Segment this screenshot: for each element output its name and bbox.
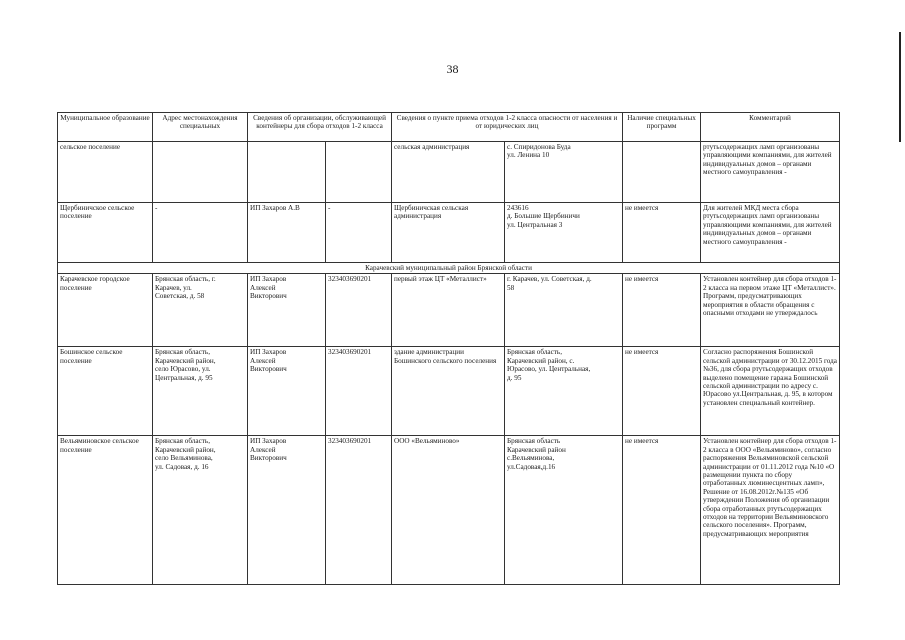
header-municipality: Муниципальное образование — [58, 113, 153, 142]
programs-cell: не имеется — [623, 347, 701, 436]
point-name-cell: здание администрации Бошинского сельского поселения — [392, 347, 505, 436]
address-cell — [153, 142, 248, 203]
address-line: Карачевский район, — [155, 356, 216, 365]
programs-cell — [623, 142, 701, 203]
address-line: Карачев, ул. — [155, 283, 192, 292]
point-address-cell — [505, 203, 623, 263]
point-name-cell: первый этаж ЦТ «Металлист» — [392, 274, 505, 347]
programs-cell: не имеется — [623, 436, 701, 585]
point-address-line: 58 — [507, 283, 515, 292]
org-code-cell: - — [326, 203, 392, 263]
point-address-line: с. Спиридонова Буда — [507, 143, 571, 151]
point-address-line: ул. Ленина 10 — [507, 151, 550, 160]
org-name-cell — [248, 274, 326, 347]
comment-cell: Установлен контейнер для сбора отходов 1-2 класса в ООО «Вельяминово», согласно распоряжения Вельяминовской сельской администрации от 01.11.2012 года №10 «О размещении пункта по сбору отработанных люминесцентных ламп», Решение от 16.08.2012г.№135 «Об утверждении Положения об организации сбора отработанных ртутьсодержащих отходов на территории Вельяминовского сельского поселения». Программ, предусматривающих мероприятия — [701, 436, 840, 585]
municipality-cell: сельское поселение — [58, 142, 153, 203]
address-cell — [153, 274, 248, 347]
address-line: Карачевский район, — [155, 445, 216, 454]
point-address-line: 243616 — [507, 204, 529, 212]
address-cell: - — [153, 203, 248, 263]
org-name-cell: ИП Захаров А.В — [248, 203, 326, 263]
org-name-line: Викторович — [250, 454, 287, 463]
point-address-line: ул. Центральная 3 — [507, 220, 563, 229]
point-address-line: Брянская область, — [507, 348, 563, 357]
address-line: ул. Садовая, д. 16 — [155, 462, 209, 471]
point-address-cell — [505, 436, 623, 585]
org-code-cell — [326, 142, 392, 203]
header-collection-point: Сведения о пункте приема отходов 1-2 класса опасности от населения и от юридических лиц — [392, 113, 623, 142]
comment-cell: ртутьсодержащих ламп организованы управляющими компаниями, для жителей индивидуальных домов – органами местного самоуправления - — [701, 142, 840, 203]
header-organization: Сведения об организации, обслуживающей контейнеры для сбора отходов 1-2 класса — [248, 113, 392, 142]
org-code-cell: 323403690201 — [326, 436, 392, 585]
point-address-cell — [505, 142, 623, 203]
municipality-cell: Бошинское сельское поселение — [58, 347, 153, 436]
table-row — [58, 203, 840, 263]
address-line: Центральная, д. 95 — [155, 373, 213, 382]
waste-collection-table — [57, 112, 840, 585]
org-name-cell — [248, 436, 326, 585]
address-cell — [153, 347, 248, 436]
org-code-cell: 323403690201 — [326, 274, 392, 347]
table-row — [58, 142, 840, 203]
point-address-line: Карачевский район, с. — [507, 356, 575, 365]
header-address: Адрес местонахождения специальных — [153, 113, 248, 142]
point-address-line: г. Карачев, ул. Советская, д. — [507, 275, 592, 284]
page-edge-line — [899, 32, 901, 142]
table-row — [58, 436, 840, 585]
point-address-line: Карачевский район — [507, 445, 566, 454]
point-address-cell — [505, 347, 623, 436]
org-name-line: Алексей — [250, 445, 276, 454]
address-line: село Юрасово, ул. — [155, 365, 211, 374]
comment-cell: Для жителей МКД места сбора ртутьсодержащих ламп организованы управляющими компаниями, для жителей индивидуальных домов – органами местного самоуправления - — [701, 203, 840, 263]
org-name-line: Алексей — [250, 283, 276, 292]
address-line: Брянская область, г. — [155, 275, 216, 284]
org-name-line: ИП Захаров — [250, 348, 287, 357]
point-address-cell — [505, 274, 623, 347]
org-code-cell: 323403690201 — [326, 347, 392, 436]
address-line: Брянская область, — [155, 437, 210, 446]
org-name-line: ИП Захаров — [250, 275, 287, 284]
municipality-cell: Карачевское городское поселение — [58, 274, 153, 347]
address-cell — [153, 436, 248, 585]
comment-cell: Согласно распоряжения Бошинской сельской администрации от 30.12.2015 года №36, для сбора ртутьсодержащих отходов выделено помещение гаража Бошинской сельской администрации по адресу с. Юрасово ул.Центральная, д. 95, в котором установлен специальный контейнер. — [701, 347, 840, 436]
municipality-cell: Щербиничское сельское поселение — [58, 203, 153, 263]
header-comment: Комментарий — [701, 113, 840, 142]
table-row — [58, 274, 840, 347]
page-number: 38 — [446, 62, 459, 76]
table-row — [58, 347, 840, 436]
org-name-cell — [248, 142, 326, 203]
municipality-cell: Вельяминовское сельское поселение — [58, 436, 153, 585]
org-name-line: Викторович — [250, 292, 287, 301]
address-line: Брянская область, — [155, 348, 210, 357]
point-name-cell: Щербиничская сельская администрация — [392, 203, 505, 263]
section-title: Карачевский муниципальный район Брянской области — [58, 263, 840, 274]
point-address-line: Брянская область — [507, 437, 561, 446]
org-name-line: Алексей — [250, 356, 276, 365]
header-programs: Наличие специальных программ — [623, 113, 701, 142]
address-line: село Вельяминова, — [155, 454, 213, 463]
point-name-cell: ООО «Вельяминово» — [392, 436, 505, 585]
point-address-line: Юрасово, ул. Центральная, — [507, 365, 591, 374]
section-header-row — [58, 263, 840, 274]
comment-cell: Установлен контейнер для сбора отходов 1-2 класса на первом этаже ЦТ «Металлист». Программ, предусматривающих мероприятия в области обращения с опасными отходами не утверждалось — [701, 274, 840, 347]
point-address-line: ул.Садовая,д.16 — [507, 462, 556, 471]
point-name-cell: сельская администрация — [392, 142, 505, 203]
org-name-line: ИП Захаров — [250, 437, 287, 446]
point-address-line: с.Вельяминова, — [507, 454, 555, 463]
programs-cell: не имеется — [623, 274, 701, 347]
org-name-cell — [248, 347, 326, 436]
point-address-line: д. 95 — [507, 373, 522, 382]
programs-cell: не имеется — [623, 203, 701, 263]
table-header-row — [58, 113, 840, 142]
address-line: Советская, д. 58 — [155, 292, 205, 301]
org-name-line: Викторович — [250, 365, 287, 374]
point-address-line: д. Большие Щербиничи — [507, 212, 580, 221]
